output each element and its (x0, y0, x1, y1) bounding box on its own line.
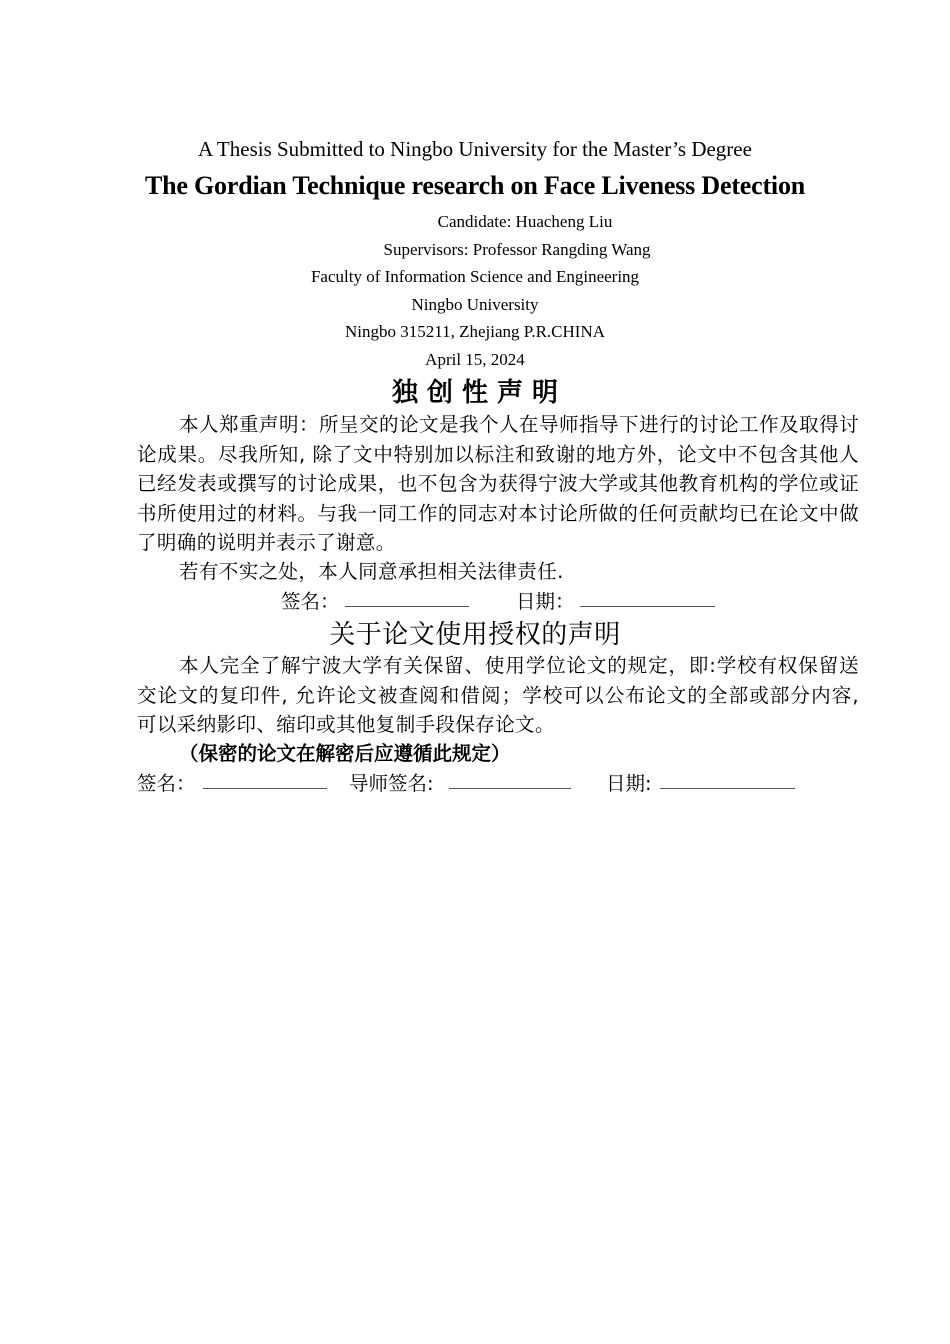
advisor-signature-label: 导师签名: (349, 772, 434, 795)
supervisors-line: Supervisors: Professor Rangding Wang (383, 240, 651, 259)
address-line: Ningbo 315211, Zhejiang P.R.CHINA (344, 322, 606, 341)
originality-declaration-paragraph: 本人郑重声明：所呈交的论文是我个人在导师指导下进行的讨论工作及取得讨论成果。尽我所知, 除了文中特别加以标注和致谢的地方外，论文中不包含其他人已经发表或撰写的讨论成果，也不包含为获得宁波大学或其他教育机构的学位或证书所使用过的材料。与我一同工作的同志对本讨论所做的任何贡献均已在论文中做了明确的说明并表示了谢意。 (137, 413, 859, 554)
university-line: Ningbo University (411, 295, 539, 314)
date-blank (580, 587, 715, 617)
author-signature-label: 签名： (137, 772, 196, 795)
originality-declaration-title: 独创性声明 (391, 378, 567, 408)
author-signature-blank (203, 769, 327, 799)
authorization-declaration-title: 关于论文使用授权的声明 (329, 620, 621, 650)
faculty-line: Faculty of Information Science and Engineering (310, 267, 640, 286)
date-label: 日期： (516, 590, 575, 613)
authorization-date-label: 日期: (606, 772, 652, 795)
signature-label: 签名： (281, 590, 340, 613)
authorization-declaration-paragraph: 本人完全了解宁波大学有关保留、使用学位论文的规定，即:学校有权保留送交论文的复印件, 允许论文被查阅和借阅；学校可以公布论文的全部或部分内容, 可以采纳影印、缩印或其他复制手段保存论文。 (137, 654, 859, 736)
submission-date: April 15, 2024 (425, 350, 525, 369)
confidential-thesis-note: （保密的论文在解密后应遵循此规定） (179, 742, 511, 765)
thesis-submission-line: A Thesis Submitted to Ningbo University for the Master’s Degree (198, 137, 752, 161)
authorization-date-blank (660, 769, 795, 799)
signature-blank (345, 587, 469, 617)
originality-liability-note: 若有不实之处，本人同意承担相关法律责任. (179, 560, 564, 583)
candidate-line: Candidate: Huacheng Liu (437, 212, 613, 231)
advisor-signature-blank (449, 769, 571, 799)
thesis-title: The Gordian Technique research on Face Liveness Detection (144, 171, 806, 200)
